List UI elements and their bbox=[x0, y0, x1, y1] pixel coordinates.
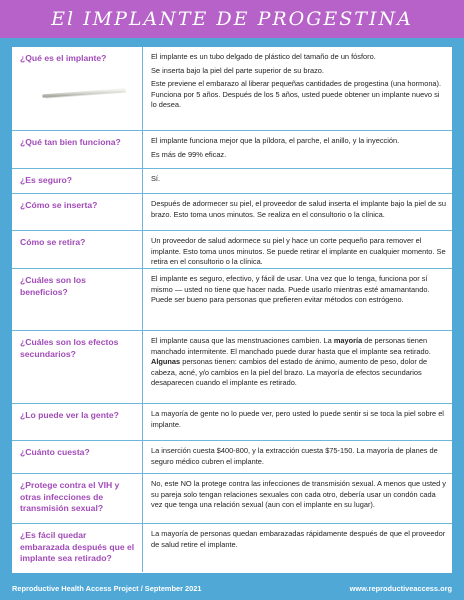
question-removal: Cómo se retira? bbox=[12, 231, 143, 269]
emphasis-text: mayoría bbox=[333, 336, 363, 345]
question-side-effects: ¿Cuáles son los efectos secundarios? bbox=[12, 331, 143, 404]
answer-sti-protection bbox=[143, 474, 452, 524]
question-visibility: ¿Lo puede ver la gente? bbox=[12, 404, 143, 441]
answer-line: El implante es un tubo delgado de plástico del tamaño de un fósforo. bbox=[151, 52, 376, 61]
answer-visibility bbox=[143, 404, 452, 441]
faq-table bbox=[12, 47, 452, 573]
answer-benefits bbox=[143, 269, 452, 331]
footer bbox=[0, 580, 464, 596]
page-title: El IMPLANTE DE PROGESTINA bbox=[51, 8, 413, 30]
answer-line: La mayoría de gente no lo puede ver, pero usted lo puede sentir si se toca la piel sobre el implante. bbox=[151, 409, 444, 429]
answer-line: El implante es seguro, efectivo, y fácil de usar. Una vez que lo tenga, funciona por sí mismo — usted no tiene que hacer nada. Puede usarlo mientras esté amamantando. Puede ser bueno para personas que prefieren evitar métodos con estrógeno. bbox=[151, 274, 430, 305]
footer-credit: Reproductive Health Access Project / September 2021 bbox=[12, 583, 202, 593]
answer-line: Se inserta bajo la piel del parte superior de su brazo. bbox=[151, 65, 324, 75]
answer-line: La mayoría de personas quedan embarazadas rápidamente después de que el proveedor de salud retire el implante. bbox=[151, 529, 446, 549]
question-what-is bbox=[12, 47, 143, 131]
answer-line: Sí. bbox=[151, 174, 161, 183]
title-banner bbox=[0, 0, 464, 38]
question-effectiveness: ¿Qué tan bien funciona? bbox=[12, 131, 143, 169]
answer-text: personas tienen: cambios del estado de ánimo, aumento de peso, dolor de cabeza, acné, y/o cambios en la piel del brazo. La mayoría de efectos secundarios desaparecen cuando el implante es retirado. bbox=[151, 357, 428, 388]
implant-rod-image bbox=[40, 87, 130, 101]
answer-effectiveness bbox=[143, 131, 452, 169]
answer-line: Este previene el embarazo al liberar pequeñas cantidades de progestina (una hormona). Funciona por 5 años. Después de los 5 años, usted puede obtener un implante nuevo si lo desea. bbox=[151, 79, 442, 110]
answer-side-effects bbox=[143, 331, 452, 404]
answer-cost bbox=[143, 441, 452, 474]
answer-safety bbox=[143, 169, 452, 194]
answer-removal bbox=[143, 231, 452, 269]
question-sti-protection: ¿Protege contra el VIH y otras infecciones de transmisión sexual? bbox=[12, 474, 143, 524]
answer-line: Un proveedor de salud adormece su piel y hace un corte pequeño para remover el implante. Esto toma unos minutos. Se puede retirar el implante en cualquier momento. Se retira en el consultorio o la clínica. bbox=[151, 236, 446, 267]
answer-line: No, este NO la protege contra las infecciones de transmisión sexual. A menos que usted y su pareja solo tengan relaciones sexuales con cada otro, debería usar un condón cada vez que tenga una relación sexual (aun con el implante en su lugar). bbox=[151, 479, 446, 510]
emphasis-text: Algunas bbox=[151, 357, 181, 367]
question-text: ¿Qué es el implante? bbox=[20, 53, 107, 63]
question-insertion: ¿Cómo se inserta? bbox=[12, 194, 143, 231]
answer-line: Después de adormecer su piel, el proveedor de salud inserta el implante bajo la piel de su brazo. Esto toma unos minutos. Se realiza en el consultorio o la clínica. bbox=[151, 199, 446, 219]
answer-line bbox=[151, 336, 446, 389]
question-cost: ¿Cuánto cuesta? bbox=[12, 441, 143, 474]
answer-insertion bbox=[143, 194, 452, 231]
answer-text: de personas tienen manchado intermitente. El manchado puede durar hasta que el implante sea retirado. bbox=[151, 336, 431, 356]
question-safety: ¿Es seguro? bbox=[12, 169, 143, 194]
answer-line: El implante funciona mejor que la píldora, el parche, el anillo, y la inyección. bbox=[151, 136, 400, 145]
answer-what-is bbox=[143, 47, 452, 131]
answer-line: Es más de 99% eficaz. bbox=[151, 149, 227, 159]
question-pregnancy-after: ¿Es fácil quedar embarazada después que el implante sea retirado? bbox=[12, 524, 143, 572]
footer-website-link[interactable]: www.reproductiveaccess.org bbox=[349, 583, 452, 593]
answer-text: El implante causa que las menstruaciones cambien. La bbox=[151, 336, 334, 345]
answer-pregnancy-after bbox=[143, 524, 452, 572]
question-benefits: ¿Cuáles son los beneficios? bbox=[12, 269, 143, 331]
answer-line: La inserción cuesta $400-800, y la extracción cuesta $75-150. La mayoría de planes de seguro médico cubren el implante. bbox=[151, 446, 438, 466]
